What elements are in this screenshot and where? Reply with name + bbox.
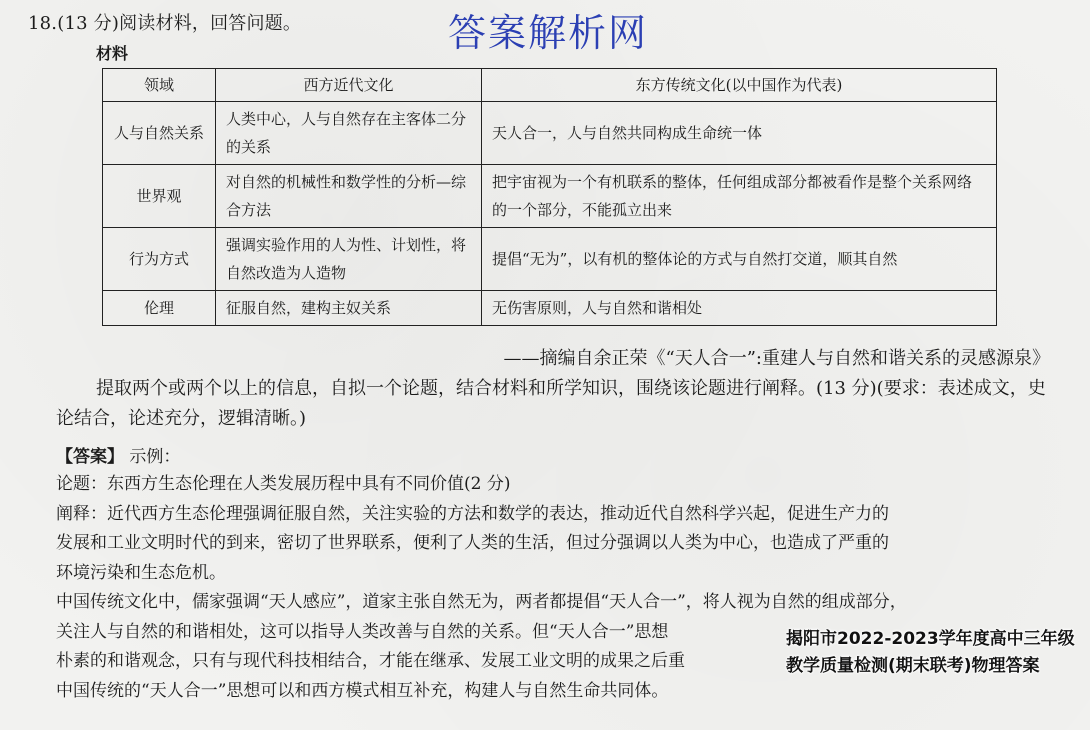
western-cell: 强调实验作用的人为性、计划性，将自然改造为人造物 (216, 228, 482, 291)
answer-line: 论题：东西方生态伦理在人类发展历程中具有不同价值(2 分) (56, 474, 511, 494)
question-heading: 18.(13 分)阅读材料，回答问题。 (28, 13, 302, 34)
table-header-row (103, 69, 997, 102)
table-row (103, 291, 997, 326)
row-label: 人与自然关系 (103, 102, 216, 165)
table-row (103, 165, 997, 228)
answer-line: 发展和工业文明时代的到来，密切了世界联系，便利了人类的生活，但过分强调以人类为中心，也造成了严重的 (56, 533, 889, 553)
western-cell: 征服自然，建构主奴关系 (216, 291, 482, 326)
source-citation: ——摘编自余正荣《“天人合一”:重建人与自然和谐关系的灵感源泉》 (503, 348, 1050, 369)
eastern-cell: 把宇宙视为一个有机联系的整体，任何组成部分都被看作是整个关系网络的一个部分，不能孤立出来 (482, 165, 997, 228)
exam-title-overlay: 揭阳市2022-2023学年度高中三年级教学质量检测(期末联考)物理答案 (786, 629, 1075, 676)
eastern-cell: 无伤害原则，人与自然和谐相处 (482, 291, 997, 326)
western-cell: 人类中心，人与自然存在主客体二分的关系 (216, 102, 482, 165)
eastern-cell: 天人合一，人与自然共同构成生命统一体 (482, 102, 997, 165)
answer-line: 关注人与自然的和谐相处，这可以指导人类改善与自然的关系。但“天人合一”思想 (56, 621, 669, 642)
answer-example-label: 示例： (129, 447, 181, 467)
header-eastern: 东方传统文化(以中国作为代表) (482, 69, 997, 102)
row-label: 世界观 (103, 165, 216, 228)
question-prompt: 提取两个或两个以上的信息，自拟一个论题，结合材料和所学知识，围绕该论题进行阐释。(13 分)(要求：表述成文，史论结合，论述充分，逻辑清晰。) (56, 378, 1046, 429)
row-label: 行为方式 (103, 228, 216, 291)
table-row (103, 228, 997, 291)
header-western: 西方近代文化 (216, 69, 482, 102)
row-label: 伦理 (103, 291, 216, 326)
material-table (102, 68, 997, 326)
header-domain: 领域 (103, 69, 216, 102)
answer-line: 环境污染和生态危机。 (56, 562, 226, 583)
table-row (103, 102, 997, 165)
answer-line: 朴素的和谐观念，只有与现代科技相结合，才能在继承、发展工业文明的成果之后重 (56, 651, 685, 671)
answer-line: 中国传统的“天人合一”思想可以和西方模式相互补充，构建人与自然生命共同体。 (56, 680, 669, 701)
answer-tag: 【答案】 (56, 447, 124, 467)
answer-line: 阐释：近代西方生态伦理强调征服自然，关注实验的方法和数学的表达，推动近代自然科学兴起，促进生产力的 (56, 503, 889, 524)
answer-line: 中国传统文化中，儒家强调“天人感应”，道家主张自然无为，两者都提倡“天人合一”，将人视为自然的组成部分， (56, 592, 907, 612)
material-label: 材料 (96, 44, 129, 63)
site-watermark: 答案解析网 (448, 11, 649, 55)
answer-heading (56, 442, 180, 467)
eastern-cell: 提倡“无为”，以有机的整体论的方式与自然打交道，顺其自然 (482, 228, 997, 291)
western-cell: 对自然的机械性和数学性的分析—综合方法 (216, 165, 482, 228)
